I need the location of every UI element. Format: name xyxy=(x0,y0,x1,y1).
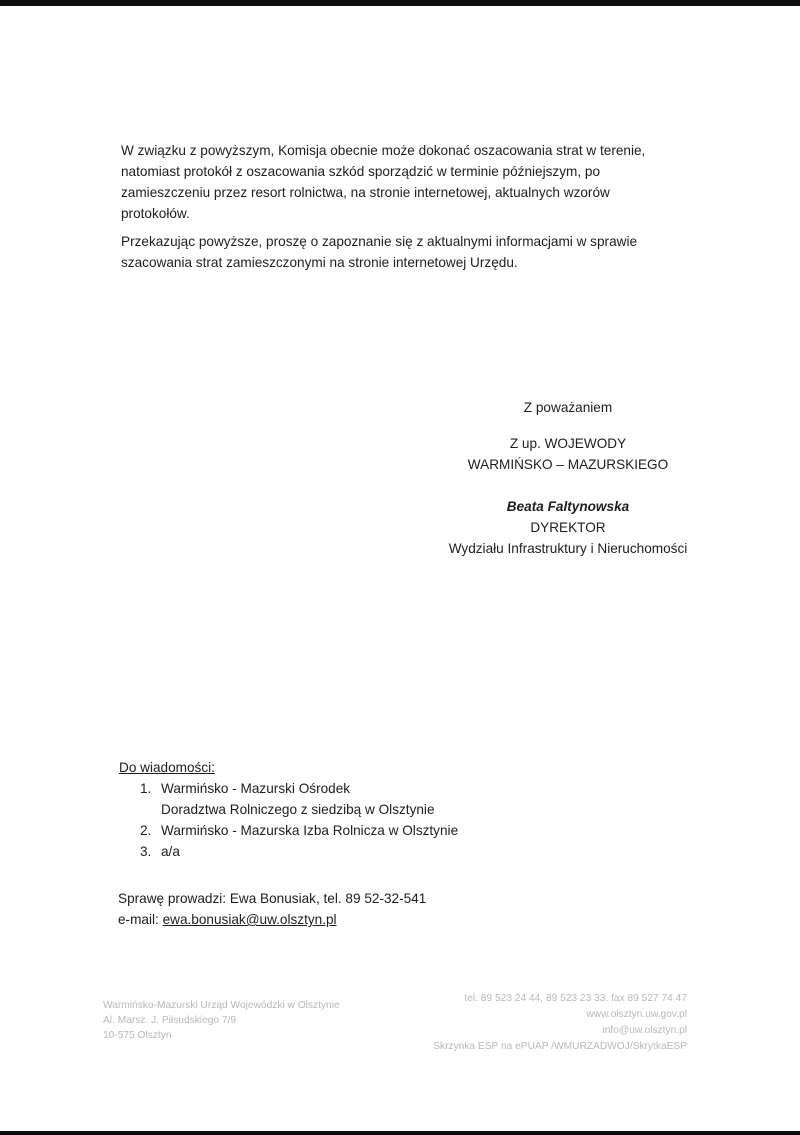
list-number: 2. xyxy=(140,823,152,838)
distribution-items xyxy=(119,778,539,862)
list-item-line: Warmińsko - Mazurska Izba Rolnicza w Olsztynie xyxy=(161,823,459,838)
body-paragraph-1 xyxy=(121,140,681,224)
footer-contact xyxy=(433,991,687,1055)
footer-line: Skrzynka ESP na ePUAP /WMURZADWOJ/SkrytkaESP xyxy=(433,1041,687,1052)
list-item-line: Warmińsko - Mazurski Ośrodek xyxy=(161,781,351,796)
list-item xyxy=(119,778,539,820)
paragraph-line: natomiast protokół z oszacowania szkód sporządzić w terminie późniejszym, po xyxy=(121,164,601,179)
email-link[interactable]: ewa.bonusiak@uw.olsztyn.pl xyxy=(162,912,337,927)
signer-title: DYREKTOR xyxy=(530,520,606,535)
footer-line: info@uw.olsztyn.pl xyxy=(602,1025,687,1036)
list-item-line: a/a xyxy=(161,844,180,859)
authority-line: Z up. WOJEWODY xyxy=(509,436,627,451)
list-item xyxy=(119,841,539,862)
signer-name: Beata Faltynowska xyxy=(506,499,630,514)
footer-line: Al. Marsz. J. Piłsudskiego 7/9 xyxy=(103,1015,237,1026)
case-handler: Sprawę prowadzi: Ewa Bonusiak, tel. 89 52-32-541 xyxy=(118,891,427,906)
paragraph-line: zamieszczeniu przez resort rolnictwa, na stronie internetowej, aktualnych wzorów xyxy=(121,185,610,200)
footer-line: 10-575 Olsztyn xyxy=(103,1030,172,1041)
footer-line: www.olsztyn.uw.gov.pl xyxy=(586,1009,687,1020)
list-number: 1. xyxy=(140,781,152,796)
distribution-list xyxy=(119,757,539,862)
footer-line: tel. 89 523 24 44, 89 523 23 33, fax 89 527 74 47 xyxy=(464,993,687,1004)
list-item-line: Doradztwa Rolniczego z siedzibą w Olsztynie xyxy=(161,802,435,817)
authority-line: WARMIŃSKO – MAZURSKIEGO xyxy=(467,457,669,472)
list-item xyxy=(119,820,539,841)
paragraph-line: protokołów. xyxy=(121,206,190,221)
list-number: 3. xyxy=(140,844,152,859)
signer-department: Wydziału Infrastruktury i Nieruchomości xyxy=(448,541,688,556)
closing-regards: Z poważaniem xyxy=(523,400,613,415)
contact-info xyxy=(118,888,426,930)
paragraph-line: Przekazując powyższe, proszę o zapoznanie się z aktualnymi informacjami w sprawie xyxy=(121,234,638,249)
scan-top-border xyxy=(0,0,800,6)
email-label: e-mail: xyxy=(118,912,163,927)
email-line xyxy=(118,909,426,930)
paragraph-line: szacowania strat zamieszczonymi na stronie internetowej Urzędu. xyxy=(121,255,518,270)
footer-address xyxy=(103,998,340,1043)
footer-line: Warmińsko-Mazurski Urząd Wojewódzki w Olsztynie xyxy=(103,1000,340,1011)
signing-authority xyxy=(380,433,756,475)
signer-block xyxy=(380,496,756,559)
body-paragraph-2 xyxy=(121,231,681,273)
distribution-header: Do wiadomości: xyxy=(119,760,215,775)
paragraph-line: W związku z powyższym, Komisja obecnie może dokonać oszacowania strat w terenie, xyxy=(121,143,646,158)
scan-bottom-border xyxy=(0,1131,800,1135)
